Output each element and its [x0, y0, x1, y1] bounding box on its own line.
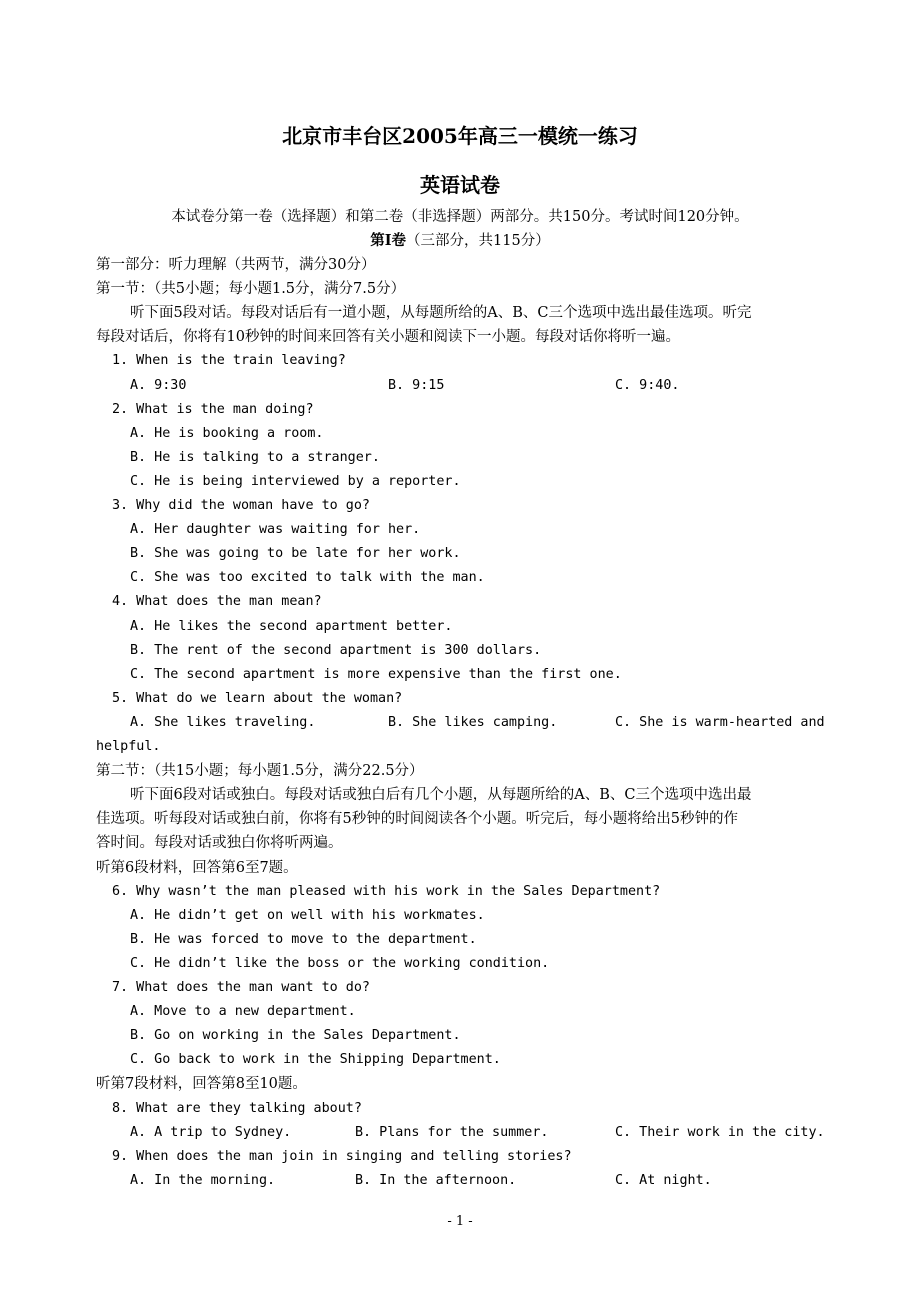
- answer-option: C. She is warm-hearted and: [615, 714, 825, 730]
- answer-option: B. 9:15: [388, 377, 445, 393]
- answer-option: A. He is booking a room.: [130, 425, 324, 441]
- answer-option: A. In the morning.: [130, 1172, 276, 1188]
- exam-intro: 本试卷分第一卷（选择题）和第二卷（非选择题）两部分。共150分。考试时间120分钟。: [171, 209, 749, 225]
- question-text: 1. When is the train leaving?: [112, 353, 346, 369]
- options-row: [0, 374, 920, 398]
- answer-option: B. He is talking to a stranger.: [130, 449, 380, 465]
- document-subtitle: 英语试卷: [420, 173, 500, 197]
- options-row: [0, 711, 920, 735]
- section-text: 第二节：（共15小题；每小题1.5分，满分22.5分）: [96, 763, 424, 780]
- answer-option: B. He was forced to move to the department.: [130, 931, 477, 947]
- volume-heading: [0, 229, 920, 253]
- answer-option: C. She was too excited to talk with the man.: [130, 570, 485, 586]
- question-text-continued: helpful.: [96, 739, 161, 754]
- answer-option: A. Move to a new department.: [130, 1004, 356, 1020]
- answer-option: B. Plans for the summer.: [355, 1124, 549, 1140]
- section-text: 第一节：（共5小题；每小题1.5分，满分7.5分）: [96, 281, 406, 298]
- question-text: 5. What do we learn about the woman?: [112, 690, 403, 706]
- answer-option: B. In the afternoon.: [355, 1172, 517, 1188]
- section-text: 第一部分：听力理解（共两节，满分30分）: [96, 257, 376, 273]
- question-text: 2. What is the man doing?: [112, 401, 314, 417]
- answer-option: C. He didn’t like the boss or the working condition.: [130, 955, 550, 971]
- answer-option: B. She was going to be late for her work.: [130, 546, 461, 562]
- answer-option: A. She likes traveling.: [130, 714, 316, 730]
- answer-option: C. The second apartment is more expensive than the first one.: [130, 666, 622, 682]
- options-row: [0, 1169, 920, 1193]
- answer-option: C. Their work in the city.: [615, 1124, 825, 1140]
- answer-option: A. He likes the second apartment better.: [130, 618, 453, 634]
- question-text: 9. When does the man join in singing and telling stories?: [112, 1148, 572, 1164]
- options-row: [0, 1121, 920, 1145]
- volume-description: （三部分，共115分）: [406, 233, 550, 249]
- question-text: 4. What does the man mean?: [112, 594, 322, 610]
- answer-option: A. A trip to Sydney.: [130, 1124, 292, 1140]
- section-text: 听第7段材料，回答第8至10题。: [96, 1076, 307, 1093]
- question-text: 7. What does the man want to do?: [112, 980, 370, 995]
- answer-option: C. At night.: [615, 1172, 712, 1188]
- answer-option: C. He is being interviewed by a reporter.: [130, 473, 461, 489]
- page-number: - 1 -: [447, 1214, 473, 1229]
- answer-option: B. She likes camping.: [388, 714, 558, 730]
- answer-option: A. He didn’t get on well with his workmates.: [130, 907, 485, 923]
- section-text: 答时间。每段对话或独白你将听两遍。: [96, 835, 343, 852]
- volume-label: 第Ⅰ卷: [370, 232, 407, 249]
- answer-option: C. Go back to work in the Shipping Department.: [130, 1052, 501, 1068]
- instruction-paragraph: 听下面6段对话或独白。每段对话或独白后有几个小题，从每题所给的A、B、C三个选项中选出最: [130, 787, 752, 804]
- section-text: 佳选项。听每段对话或独白前，你将有5秒钟的时间阅读各个小题。听完后，每小题将给出5秒钟的作: [96, 811, 738, 828]
- answer-option: A. 9:30: [130, 377, 187, 393]
- answer-option: C. 9:40.: [615, 377, 680, 393]
- question-text: 8. What are they talking about?: [112, 1100, 362, 1116]
- section-text: 听第6段材料，回答第6至7题。: [96, 859, 298, 876]
- answer-option: A. Her daughter was waiting for her.: [130, 522, 421, 538]
- question-text: 6. Why wasn’t the man pleased with his work in the Sales Department?: [112, 883, 661, 899]
- document-title: 北京市丰台区2005年高三一模统一练习: [282, 124, 638, 148]
- answer-option: B. Go on working in the Sales Department.: [130, 1028, 461, 1044]
- question-text: 3. Why did the woman have to go?: [112, 498, 370, 513]
- instruction-paragraph: 听下面5段对话。每段对话后有一道小题，从每题所给的A、B、C三个选项中选出最佳选项。听完: [130, 305, 752, 322]
- section-text: 每段对话后，你将有10秒钟的时间来回答有关小题和阅读下一小题。每段对话你将听一遍。: [96, 329, 680, 346]
- answer-option: B. The rent of the second apartment is 300 dollars.: [130, 642, 542, 658]
